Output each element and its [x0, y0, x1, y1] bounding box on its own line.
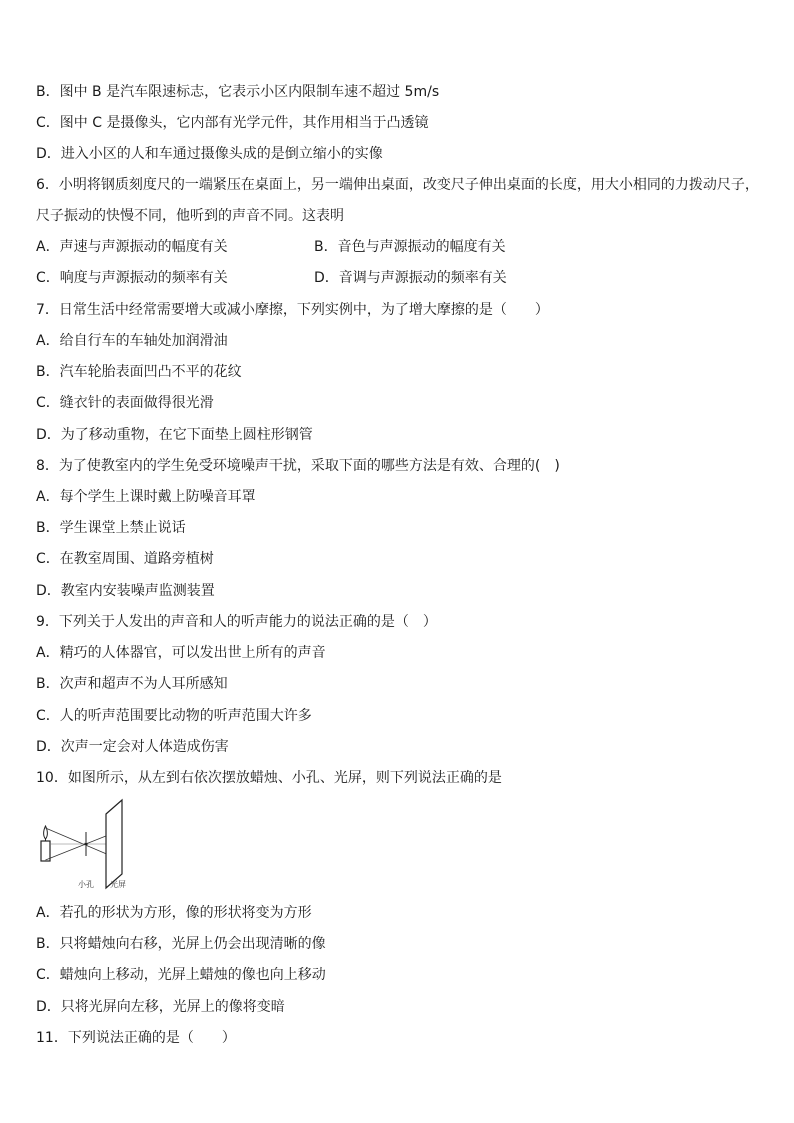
- q9-option-d: D．次声一定会对人体造成伤害: [36, 739, 229, 755]
- q7-option-c: C．缝衣针的表面做得很光滑: [36, 395, 214, 411]
- q5-option-b: B．图中 B 是汽车限速标志，它表示小区内限制车速不超过 5m/s: [36, 84, 440, 100]
- label-pinhole: 小孔: [78, 880, 94, 889]
- q8-stem: 8．为了使教室内的学生免受环境噪声干扰，采取下面的哪些方法是有效、合理的( ): [36, 458, 560, 474]
- pinhole-camera-figure: [36, 796, 146, 894]
- q10-option-d: D．只将光屏向左移，光屏上的像将变暗: [36, 999, 285, 1015]
- q7-option-d: D．为了移动重物，在它下面垫上圆柱形钢管: [36, 427, 313, 443]
- q8-option-a: A．每个学生上课时戴上防噪音耳罩: [36, 489, 256, 505]
- q6-option-d: D．音调与声源振动的频率有关: [314, 270, 507, 286]
- q6-stem-line1: 6．小明将钢质刻度尺的一端紧压在桌面上，另一端伸出桌面，改变尺子伸出桌面的长度，用大小相同的力拨动尺子，: [36, 177, 759, 193]
- q7-option-b: B．汽车轮胎表面凹凸不平的花纹: [36, 364, 242, 380]
- pinhole: [84, 842, 87, 845]
- q6-option-b: B．音色与声源振动的幅度有关: [314, 239, 506, 255]
- q5-option-d: D．进入小区的人和车通过摄像头成的是倒立缩小的实像: [36, 146, 383, 162]
- q7-stem: 7．日常生活中经常需要增大或减小摩擦，下列实例中，为了增大摩擦的是（ ）: [36, 302, 549, 318]
- q6-option-c: C．响度与声源振动的频率有关: [36, 270, 228, 286]
- label-screen: 光屏: [110, 880, 126, 889]
- q10-option-b: B．只将蜡烛向右移，光屏上仍会出现清晰的像: [36, 936, 326, 952]
- q8-option-c: C．在教室周围、道路旁植树: [36, 551, 214, 567]
- light-screen: [106, 800, 122, 888]
- candle-flame: [44, 826, 48, 839]
- candle-body: [41, 841, 50, 861]
- q9-option-a: A．精巧的人体器官，可以发出世上所有的声音: [36, 645, 326, 661]
- q10-stem: 10．如图所示，从左到右依次摆放蜡烛、小孔、光屏，则下列说法正确的是: [36, 770, 502, 786]
- q6-option-a: A．声速与声源振动的幅度有关: [36, 239, 228, 255]
- q10-option-a: A．若孔的形状为方形，像的形状将变为方形: [36, 905, 312, 921]
- q9-option-c: C．人的听声范围要比动物的听声范围大许多: [36, 708, 312, 724]
- q9-option-b: B．次声和超声不为人耳所感知: [36, 676, 228, 692]
- q11-stem: 11．下列说法正确的是（ ）: [36, 1030, 236, 1046]
- q8-option-d: D．教室内安装噪声监测装置: [36, 583, 215, 599]
- q6-stem-line2: 尺子振动的快慢不同，他听到的声音不同。这表明: [36, 208, 344, 224]
- q9-stem: 9．下列关于人发出的声音和人的听声能力的说法正确的是（ ）: [36, 614, 437, 630]
- q10-option-c: C．蜡烛向上移动，光屏上蜡烛的像也向上移动: [36, 967, 326, 983]
- q7-option-a: A．给自行车的车轴处加润滑油: [36, 333, 228, 349]
- q5-option-c: C．图中 C 是摄像头，它内部有光学元件，其作用相当于凸透镜: [36, 115, 429, 131]
- q8-option-b: B．学生课堂上禁止说话: [36, 520, 186, 536]
